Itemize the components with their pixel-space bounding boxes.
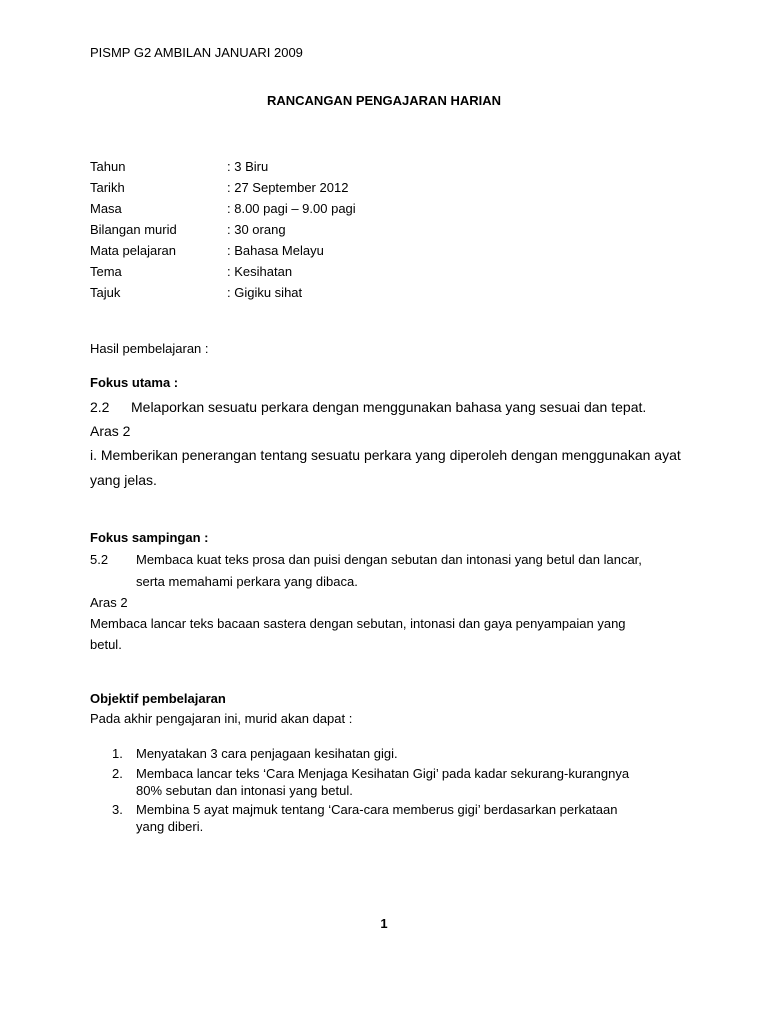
info-label: Bilangan murid — [90, 222, 177, 237]
info-value: : Gigiku sihat — [227, 285, 303, 300]
objektif-heading: Objektif pembelajaran — [90, 691, 226, 706]
fokus-utama-detail-line2: yang jelas. — [90, 472, 157, 488]
fokus-sampingan-aras: Aras 2 — [90, 595, 128, 610]
fokus-sampingan-detail-line2: betul. — [90, 637, 122, 652]
info-label: Masa — [90, 201, 122, 216]
objektif-item-number: 1. — [112, 746, 123, 761]
document-header: PISMP G2 AMBILAN JANUARI 2009 — [90, 45, 303, 60]
info-label: Tema — [90, 264, 122, 279]
fokus-utama-heading: Fokus utama : — [90, 375, 179, 390]
fokus-utama-aras: Aras 2 — [90, 423, 131, 439]
objektif-item-text: Menyatakan 3 cara penjagaan kesihatan gigi. — [136, 746, 398, 761]
objektif-item-text-cont: yang diberi. — [136, 819, 204, 834]
objektif-item-text: Membaca lancar teks ‘Cara Menjaga Kesihatan Gigi’ pada kadar sekurang-kurangnya — [136, 766, 630, 781]
info-label: Mata pelajaran — [90, 243, 176, 258]
info-label: Tajuk — [90, 285, 121, 300]
document-title: RANCANGAN PENGAJARAN HARIAN — [266, 93, 501, 108]
fokus-sampingan-number: 5.2 — [90, 552, 109, 567]
page-number: 1 — [380, 916, 388, 931]
hasil-heading: Hasil pembelajaran : — [90, 341, 209, 356]
info-value: : Bahasa Melayu — [227, 243, 324, 258]
objektif-intro: Pada akhir pengajaran ini, murid akan dapat : — [90, 711, 353, 726]
objektif-item-text: Membina 5 ayat majmuk tentang ‘Cara-cara memberus gigi’ berdasarkan perkataan — [136, 802, 618, 817]
info-label: Tarikh — [90, 180, 125, 195]
fokus-sampingan-detail-line1: Membaca lancar teks bacaan sastera dengan sebutan, intonasi dan gaya penyampaian yang — [90, 616, 626, 631]
info-value: : 3 Biru — [227, 159, 269, 174]
objektif-item-number: 2. — [112, 766, 123, 781]
objektif-item-number: 3. — [112, 802, 123, 817]
fokus-utama-number: 2.2 — [90, 399, 110, 415]
fokus-utama-detail-line1: i. Memberikan penerangan tentang sesuatu perkara yang diperoleh dengan menggunakan ayat — [90, 447, 681, 463]
objektif-item-text-cont: 80% sebutan dan intonasi yang betul. — [136, 783, 353, 798]
info-value: : 27 September 2012 — [227, 180, 349, 195]
fokus-sampingan-text-line2: serta memahami perkara yang dibaca. — [136, 574, 358, 589]
info-value: : Kesihatan — [227, 264, 293, 279]
info-label: Tahun — [90, 159, 126, 174]
fokus-sampingan-text-line1: Membaca kuat teks prosa dan puisi dengan sebutan dan intonasi yang betul dan lancar, — [136, 552, 642, 567]
fokus-sampingan-heading: Fokus sampingan : — [90, 530, 209, 545]
info-value: : 30 orang — [227, 222, 286, 237]
fokus-utama-text: Melaporkan sesuatu perkara dengan menggunakan bahasa yang sesuai dan tepat. — [131, 399, 647, 415]
info-value: : 8.00 pagi – 9.00 pagi — [227, 201, 356, 216]
